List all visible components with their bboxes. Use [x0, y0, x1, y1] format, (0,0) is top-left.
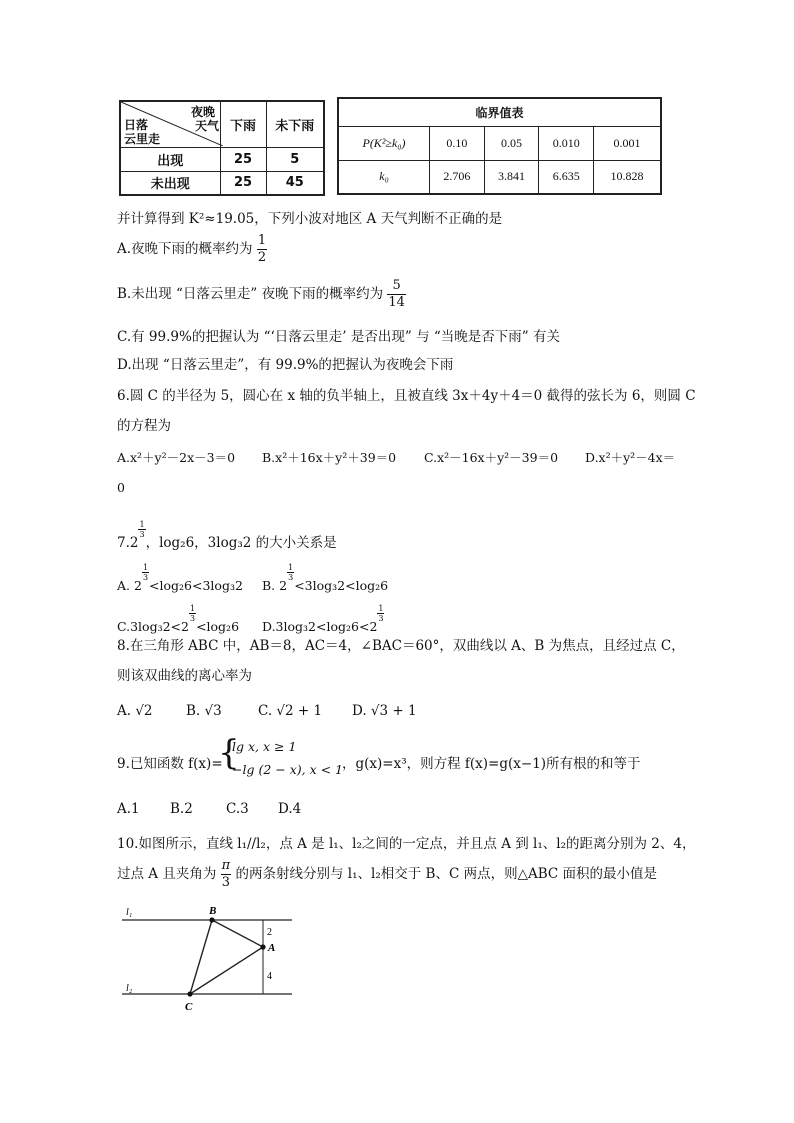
cell: 0.05 [484, 126, 539, 160]
q7-stem-text: ，log₂6，3log₃2 的大小关系是 [145, 535, 337, 551]
diagonal-header-cell [120, 101, 220, 147]
fraction [221, 858, 232, 891]
q5-option-c: C.有 99.9%的把握认为 “‘日落云里走’ 是否出现” 与 “当晚是否下雨” 有关 [117, 329, 560, 345]
exp-den: 3 [142, 573, 149, 582]
label-c: C [185, 1001, 193, 1013]
q7-stem [117, 520, 337, 551]
row-label: 出现 [120, 147, 220, 171]
power-base: 2 [181, 619, 189, 634]
q6-option-d-cont: 0 [117, 480, 125, 495]
cell: 3.841 [484, 160, 539, 194]
power-exponent [142, 563, 149, 582]
q7-option-a [117, 563, 243, 593]
table-row [120, 171, 324, 195]
row-label: 未出现 [120, 171, 220, 195]
exp-num: 1 [139, 520, 145, 529]
power-exponent [138, 520, 145, 539]
q5-option-d: D.出现 “日落云里走”，有 99.9%的把握认为夜晚会下雨 [117, 357, 454, 373]
exp-den: 3 [189, 614, 196, 623]
numerator: 5 [387, 278, 406, 295]
q5-a-text: A.夜晚下雨的概率约为 [117, 241, 253, 257]
numerator: 1 [257, 233, 267, 248]
hdr-mid: 天气 [195, 119, 220, 134]
col-header-norain: 未下雨 [266, 101, 324, 147]
q5-b-text: B.未出现 “日落云里走” 夜晚下雨的概率约为 [117, 286, 384, 302]
option-text: <log₂6 [196, 619, 240, 634]
point-a [260, 944, 265, 949]
q9-pre: 9.已知函数 f(x)= [117, 756, 223, 772]
contingency-table [119, 100, 325, 196]
cell: 25 [220, 171, 266, 195]
brace-symbol: { [218, 733, 240, 773]
table-title: 临界值表 [338, 98, 661, 126]
q8-line2: 则该双曲线的离心率为 [117, 668, 252, 684]
q10-text: 过点 A 且夹角为 [117, 866, 217, 882]
label-l2: l₂ [126, 983, 133, 994]
option-text: <3log₃2<log₂6 [294, 578, 389, 593]
option-text: D.3log₃2<log₂6< [262, 619, 370, 634]
cell: 5 [266, 147, 324, 171]
hdr-top: 夜晚 [191, 105, 216, 120]
q8-option-d: D. √3 + 1 [352, 703, 417, 719]
row-label: k₀ [338, 160, 430, 194]
q6-line2: 的方程为 [117, 418, 171, 434]
q9-case2: −lg (2 − x), x < 1 [232, 762, 343, 777]
table-row [120, 147, 324, 171]
point-b [209, 917, 214, 922]
q5-option-a [117, 233, 267, 266]
critical-value-table [337, 97, 662, 195]
label-b: B [209, 905, 217, 917]
label-a: A [268, 942, 276, 954]
label-dist-2: 2 [267, 927, 272, 938]
hdr-left1: 日落 [124, 118, 149, 133]
power-exponent [377, 604, 384, 623]
q8-line1: 8.在三角形 ABC 中，AB＝8，AC＝4，∠BAC＝60°，双曲线以 A、B 为焦点，且经过点 C， [117, 638, 685, 654]
q6-line1: 6.圆 C 的半径为 5，圆心在 x 轴的负半轴上，且被直线 3x＋4y＋4＝0 截得的弦长为 6，则圆 C [117, 388, 696, 404]
q10-line1: 10.如图所示，直线 l₁//l₂，点 A 是 l₁、l₂之间的一定点，并且点 A 到 l₁、l₂的距离分别为 2、4， [117, 836, 696, 852]
point-c [187, 991, 192, 996]
q9-option-b: B.2 [170, 801, 193, 817]
exp-num: 1 [378, 604, 384, 613]
triangle-abc [190, 920, 263, 994]
option-text: <log₂6<3log₃2 [149, 578, 243, 593]
option-label: B. [262, 578, 276, 593]
cell: 25 [220, 147, 266, 171]
table-row [338, 126, 661, 160]
label-l1: l₁ [126, 907, 133, 918]
q9-post: ，g(x)=x³，则方程 f(x)=g(x−1)所有根的和等于 [342, 756, 641, 772]
cell: 45 [266, 171, 324, 195]
exp-den: 3 [139, 530, 145, 539]
numerator: π [221, 858, 231, 873]
exp-num: 1 [189, 604, 196, 613]
q8-option-b: B. √3 [186, 703, 222, 719]
q6-option-d: D.x²＋y²－4x＝ [585, 450, 676, 465]
power-base: 2 [134, 578, 142, 593]
cell: 10.828 [594, 160, 661, 194]
q5-intro: 并计算得到 K²≈19.05，下列小波对地区 A 天气判断不正确的是 [117, 211, 503, 227]
q7-option-d [262, 604, 384, 634]
q5-option-b [117, 278, 406, 311]
denominator: 14 [388, 295, 405, 310]
q7-number: 7. [117, 535, 130, 551]
q9-option-d: D.4 [278, 801, 302, 817]
q8-option-a: A. √2 [117, 703, 153, 719]
table-row [338, 160, 661, 194]
q7-option-c [117, 604, 239, 634]
q6-option-c: C.x²－16x＋y²－39＝0 [424, 450, 559, 465]
hdr-left2: 云里走 [124, 132, 161, 147]
denominator: 2 [257, 250, 267, 265]
cell: 0.10 [430, 126, 485, 160]
power-base: 2 [369, 619, 378, 634]
row-label: P(K²≥k₀) [338, 126, 430, 160]
q7-option-b [262, 563, 388, 593]
exp-num: 1 [142, 563, 149, 572]
geometry-figure [112, 900, 302, 1015]
q9-option-c: C.3 [226, 801, 249, 817]
exp-den: 3 [378, 614, 384, 623]
exp-den: 3 [288, 573, 294, 582]
q6-option-b: B.x²＋16x＋y²＋39＝0 [262, 450, 397, 465]
fraction [257, 233, 267, 266]
cell: 2.706 [430, 160, 485, 194]
cell: 0.010 [539, 126, 594, 160]
power-base: 2 [129, 535, 139, 551]
fraction [387, 278, 406, 311]
q9-option-a: A.1 [117, 801, 140, 817]
q9-case1: lg x, x ≥ 1 [232, 739, 297, 754]
power-exponent [189, 604, 196, 623]
denominator: 3 [221, 875, 231, 890]
power-base: 2 [279, 578, 288, 593]
q10-text: 的两条射线分别与 l₁、l₂相交于 B、C 两点，则△ABC 面积的最小值是 [235, 866, 657, 882]
q10-line2 [117, 858, 657, 891]
option-text: C.3log₃2< [117, 619, 182, 634]
cell: 0.001 [594, 126, 661, 160]
q8-option-c: C. √2 + 1 [258, 703, 323, 719]
cell: 6.635 [539, 160, 594, 194]
exp-num: 1 [288, 563, 294, 572]
q6-option-a: A.x²＋y²－2x－3＝0 [117, 450, 236, 465]
option-label: A. [117, 578, 131, 593]
label-dist-4: 4 [267, 971, 272, 982]
col-header-rain: 下雨 [220, 101, 266, 147]
